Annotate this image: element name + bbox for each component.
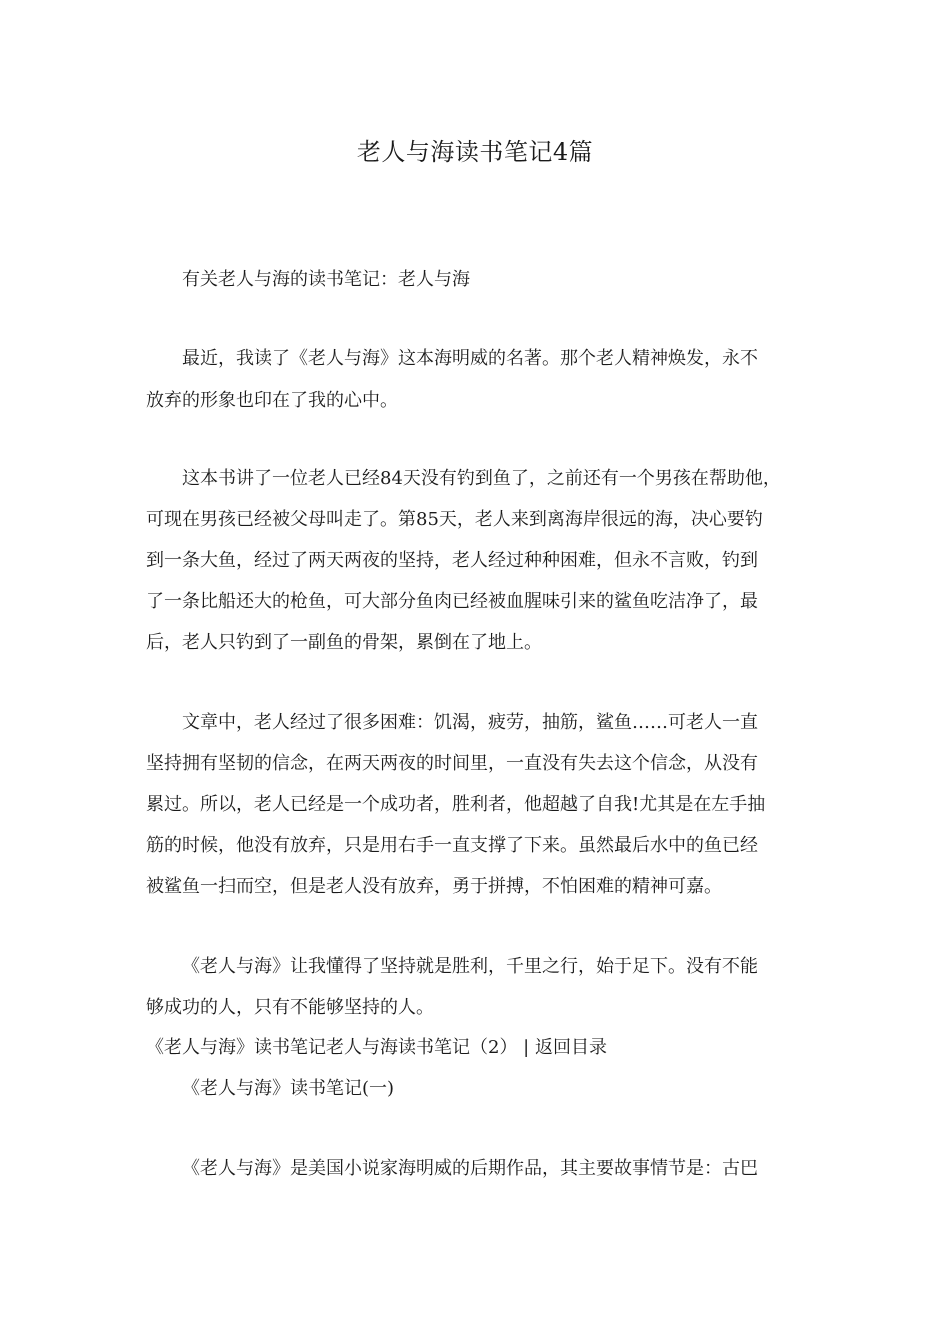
article-nav-link[interactable]: 《老人与海》读书笔记老人与海读书笔记（2） | 返回目录 [146,1037,607,1058]
document-title: 老人与海读书笔记4篇 [356,138,594,166]
paragraph-line: 了一条比船还大的枪鱼，可大部分鱼肉已经被血腥味引来的鲨鱼吃洁净了，最 [146,591,758,612]
paragraph-line: 这本书讲了一位老人已经84天没有钓到鱼了，之前还有一个男孩在帮助他， [182,468,781,489]
section-heading: 《老人与海》读书笔记(一) [182,1078,395,1099]
paragraph-line: 放弃的形象也印在了我的心中。 [146,390,398,411]
paragraph-line: 到一条大鱼，经过了两天两夜的坚持，老人经过种种困难，但永不言败，钓到 [146,550,758,571]
paragraph-line: 《老人与海》是美国小说家海明威的后期作品，其主要故事情节是：古巴 [182,1158,758,1179]
paragraph-line: 《老人与海》让我懂得了坚持就是胜利，千里之行，始于足下。没有不能 [182,956,758,977]
paragraph-line: 累过。所以，老人已经是一个成功者，胜利者，他超越了自我!尤其是在左手抽 [146,794,766,815]
paragraph-line: 后，老人只钓到了一副鱼的骨架，累倒在了地上。 [146,632,542,653]
paragraph-line: 够成功的人，只有不能够坚持的人。 [146,997,434,1018]
paragraph-line: 被鲨鱼一扫而空，但是老人没有放弃，勇于拼搏，不怕困难的精神可嘉。 [146,876,722,897]
section-heading: 有关老人与海的读书笔记：老人与海 [182,269,470,290]
paragraph-line: 可现在男孩已经被父母叫走了。第85天，老人来到离海岸很远的海，决心要钓 [146,509,763,530]
paragraph-line: 最近，我读了《老人与海》这本海明威的名著。那个老人精神焕发，永不 [182,348,758,369]
paragraph-line: 文章中，老人经过了很多困难：饥渴，疲劳，抽筋，鲨鱼……可老人一直 [182,712,758,733]
paragraph-line: 筋的时候，他没有放弃，只是用右手一直支撑了下来。虽然最后水中的鱼已经 [146,835,758,856]
paragraph-line: 坚持拥有坚韧的信念，在两天两夜的时间里，一直没有失去这个信念，从没有 [146,753,758,774]
